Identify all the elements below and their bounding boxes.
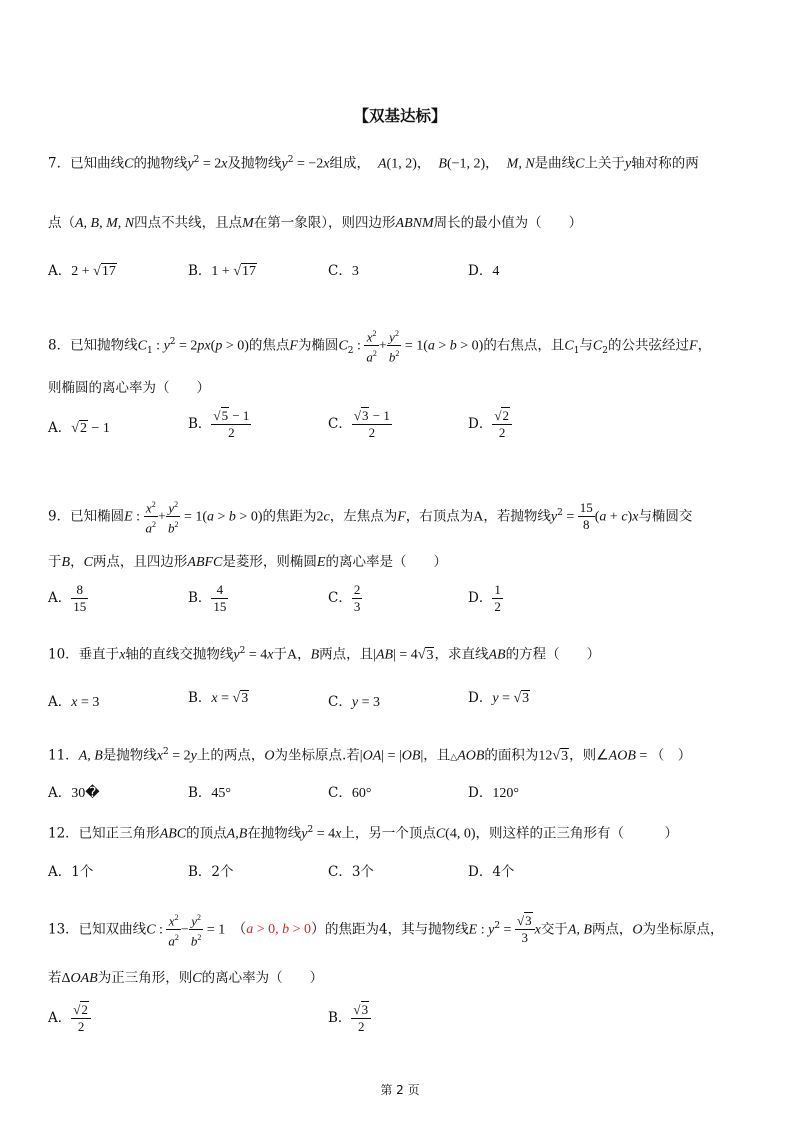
q9-option-d[interactable]: D． $\frac{1}{2}$	[468, 582, 501, 614]
q11-option-a[interactable]: A．30�	[48, 785, 100, 801]
q10-line1: 10．垂直于x轴的直线交抛物线$y^2 = 4x$于A，B两点，且|AB| = 4√3，求直线AB的方程（ ）	[48, 646, 601, 663]
q8-option-c[interactable]: C． $\frac{√3 - 1}{2}$	[328, 408, 390, 440]
q12-option-d[interactable]: D．4个	[468, 864, 515, 880]
q9-line2: 于B，C两点，且四边形ABFC是菱形，则椭圆E的离心率是（ ）	[48, 554, 447, 570]
q11-option-b[interactable]: B．45°	[188, 785, 232, 801]
q8-line2: 则椭圆的离心率为（ ）	[48, 380, 210, 396]
q12-option-c[interactable]: C．3个	[328, 864, 374, 880]
q7-option-d[interactable]: D．4	[468, 263, 500, 279]
q10-option-d[interactable]: D．y = √3	[468, 690, 530, 706]
q10-option-b[interactable]: B．x = √3	[188, 690, 249, 706]
q9-option-c[interactable]: C． $\frac{2}{3}$	[328, 582, 361, 614]
q13-option-b[interactable]: B． $\frac{√3}{2}$	[328, 1002, 371, 1035]
q7-line1: 7．已知曲线C的抛物线$y^2 = 2x$及抛物线$y^2 = -2x$组成， A(1, 2)， B(−1, 2)， M, N是曲线C上关于y轴对称的两	[48, 155, 699, 172]
q12-line1: 12．已知正三角形ABC的顶点A,B在抛物线$y^2 = 4x$上，另一个顶点C(4, 0)，则这样的正三角形有（ ）	[48, 825, 678, 842]
q11-option-c[interactable]: C．60°	[328, 785, 372, 801]
q13-line2: 若ΔOAB为正三角形，则C的离心率为（ ）	[48, 970, 324, 986]
q12-option-b[interactable]: B．2个	[188, 864, 234, 880]
q13-option-a[interactable]: A． $\frac{√2}{2}$	[48, 1002, 91, 1035]
q10-option-c[interactable]: C．y = 3	[328, 694, 380, 710]
q11-line1: 11．A, B是抛物线$x^2 = 2y$上的两点，O为坐标原点.若|OA| = |OB|，且△AOB的面积为12√3，则∠AOB = （ ）	[48, 747, 692, 764]
q9-option-b[interactable]: B． $\frac{4}{15}$	[188, 582, 227, 614]
q8-option-a[interactable]: A．√2 − 1	[48, 420, 110, 436]
q8-option-d[interactable]: D． $\frac{√2}{2}$	[468, 408, 512, 441]
q7-option-c[interactable]: C．3	[328, 263, 359, 279]
page-number: 第 2 页	[380, 1083, 420, 1097]
q8-option-b[interactable]: B． $\frac{√5 - 1}{2}$	[188, 408, 250, 440]
q12-option-a[interactable]: A．1个	[48, 864, 94, 880]
q11-option-d[interactable]: D．120°	[468, 785, 519, 801]
q9-option-a[interactable]: A． $\frac{8}{15}$	[48, 582, 87, 614]
q10-option-a[interactable]: A．x = 3	[48, 694, 100, 710]
q7-option-a[interactable]: A．2 + √17	[48, 263, 116, 279]
q13-line1: 13．已知双曲线C : $\frac{x^2}{a^2}$ − $\frac{y^2}{b^2}$ = 1 （a > 0, b > 0）的焦距为4，其与抛物线E : $y^2$ = $\frac{√3}{3}$ x交于A, B两点，O为坐标原点，	[48, 910, 724, 950]
q7-line2: 点（A, B, M, N四点不共线，且点M在第一象限），则四边形ABNM周长的最小值为（ ）	[48, 215, 583, 231]
q8-line1: 8．已知抛物线$C_1$ : $y^2 = 2px(p > 0)$的焦点F为椭圆$C_2$ : $\frac{x^2}{a^2}$ + $\frac{y^2}{b^2}$ = 1(a > b > 0)的右焦点，且$C_1$与$C_2$的公共弦经过F，	[48, 326, 711, 366]
q7-option-b[interactable]: B．1 + √17	[188, 263, 257, 279]
section-title: 【双基达标】	[353, 107, 447, 125]
q9-line1: 9．已知椭圆E : $\frac{x^2}{a^2}$ + $\frac{y^2}{b^2}$ = 1(a > b > 0)的焦距为2c，左焦点为F，右顶点为A，若抛物线$y^2$ = $\frac{15}{8}$ (a + c)x与椭圆交	[48, 497, 692, 537]
